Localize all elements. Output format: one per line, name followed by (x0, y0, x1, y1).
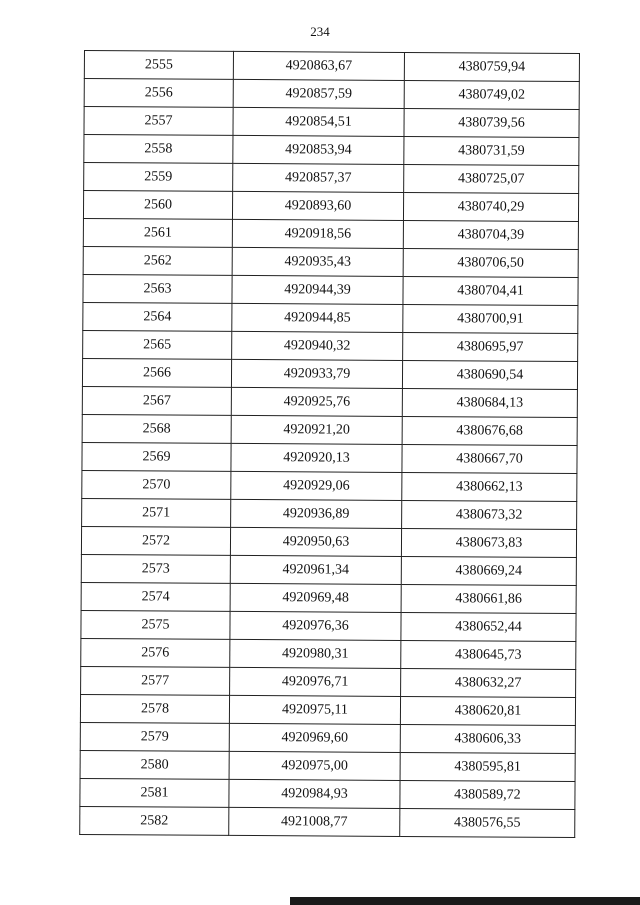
x-coordinate-cell: 4920925,76 (231, 387, 402, 416)
table-row (84, 107, 579, 138)
point-number-cell: 2574 (81, 582, 230, 611)
table-row (83, 302, 578, 333)
point-number-cell: 2581 (80, 778, 229, 807)
table-row (81, 582, 576, 613)
table-row (82, 386, 577, 417)
y-coordinate-cell: 4380690,54 (402, 360, 577, 389)
point-number-cell: 2582 (80, 806, 229, 835)
y-coordinate-cell: 4380759,94 (404, 52, 579, 81)
y-coordinate-cell: 4380673,83 (401, 528, 576, 557)
x-coordinate-cell: 4920857,59 (233, 79, 404, 108)
y-coordinate-cell: 4380673,32 (402, 500, 577, 529)
table-row (83, 330, 578, 361)
table-row (83, 246, 578, 277)
x-coordinate-cell: 4920863,67 (233, 51, 404, 80)
x-coordinate-cell: 4920976,36 (230, 611, 401, 640)
y-coordinate-cell: 4380595,81 (400, 752, 575, 781)
y-coordinate-cell: 4380632,27 (401, 668, 576, 697)
x-coordinate-cell: 4920980,31 (230, 639, 401, 668)
table-row (82, 470, 577, 501)
y-coordinate-cell: 4380589,72 (400, 780, 575, 809)
table-row (83, 218, 578, 249)
y-coordinate-cell: 4380652,44 (401, 612, 576, 641)
table-row (83, 191, 578, 222)
x-coordinate-cell: 4920961,34 (230, 555, 401, 584)
point-number-cell: 2569 (82, 442, 231, 471)
y-coordinate-cell: 4380739,56 (404, 108, 579, 137)
table-row (81, 526, 576, 557)
y-coordinate-cell: 4380576,55 (400, 808, 575, 837)
x-coordinate-cell: 4920918,56 (232, 219, 403, 248)
x-coordinate-cell: 4920969,60 (229, 723, 400, 752)
coordinates-table-body (80, 51, 580, 838)
point-number-cell: 2568 (82, 414, 231, 443)
point-number-cell: 2556 (84, 79, 233, 108)
point-number-cell: 2563 (83, 274, 232, 303)
table-row (84, 135, 579, 166)
x-coordinate-cell: 4920969,48 (230, 583, 401, 612)
y-coordinate-cell: 4380700,91 (403, 304, 578, 333)
point-number-cell: 2580 (80, 750, 229, 779)
y-coordinate-cell: 4380725,07 (404, 164, 579, 193)
point-number-cell: 2570 (82, 470, 231, 499)
y-coordinate-cell: 4380662,13 (402, 472, 577, 501)
point-number-cell: 2564 (83, 302, 232, 331)
table-row (81, 554, 576, 585)
point-number-cell: 2576 (81, 638, 230, 667)
table-row (80, 722, 575, 753)
point-number-cell: 2571 (82, 498, 231, 527)
table-row (80, 694, 575, 725)
x-coordinate-cell: 4920984,93 (229, 779, 400, 808)
table-row (81, 638, 576, 669)
x-coordinate-cell: 4920936,89 (231, 499, 402, 528)
y-coordinate-cell: 4380740,29 (403, 192, 578, 221)
coordinates-table (79, 50, 580, 838)
table-row (82, 358, 577, 389)
table-row (82, 498, 577, 529)
table-row (80, 806, 575, 837)
y-coordinate-cell: 4380620,81 (400, 696, 575, 725)
y-coordinate-cell: 4380704,39 (403, 220, 578, 249)
point-number-cell: 2566 (82, 358, 231, 387)
table-row (81, 610, 576, 641)
y-coordinate-cell: 4380667,70 (402, 444, 577, 473)
point-number-cell: 2572 (81, 526, 230, 555)
y-coordinate-cell: 4380661,86 (401, 584, 576, 613)
point-number-cell: 2567 (82, 386, 231, 415)
point-number-cell: 2562 (83, 246, 232, 275)
x-coordinate-cell: 4920921,20 (231, 415, 402, 444)
point-number-cell: 2558 (84, 135, 233, 164)
y-coordinate-cell: 4380731,59 (404, 136, 579, 165)
point-number-cell: 2573 (81, 554, 230, 583)
table-row (81, 666, 576, 697)
y-coordinate-cell: 4380645,73 (401, 640, 576, 669)
x-coordinate-cell: 4920935,43 (232, 247, 403, 276)
page-number: 234 (310, 24, 330, 39)
table-row (82, 442, 577, 473)
point-number-cell: 2577 (81, 666, 230, 695)
x-coordinate-cell: 4920975,00 (229, 751, 400, 780)
x-coordinate-cell: 4920944,39 (232, 275, 403, 304)
y-coordinate-cell: 4380606,33 (400, 724, 575, 753)
y-coordinate-cell: 4380695,97 (403, 332, 578, 361)
table-row (80, 778, 575, 809)
x-coordinate-cell: 4921008,77 (229, 807, 400, 836)
x-coordinate-cell: 4920976,71 (230, 667, 401, 696)
table-row (84, 79, 579, 110)
table-row (82, 414, 577, 445)
x-coordinate-cell: 4920929,06 (231, 471, 402, 500)
x-coordinate-cell: 4920950,63 (230, 527, 401, 556)
x-coordinate-cell: 4920940,32 (232, 331, 403, 360)
point-number-cell: 2578 (80, 694, 229, 723)
y-coordinate-cell: 4380749,02 (404, 80, 579, 109)
point-number-cell: 2575 (81, 610, 230, 639)
table-row (83, 274, 578, 305)
x-coordinate-cell: 4920975,11 (229, 695, 400, 724)
point-number-cell: 2559 (84, 163, 233, 192)
table-row (84, 51, 579, 82)
table-row (84, 163, 579, 194)
x-coordinate-cell: 4920857,37 (233, 163, 404, 192)
y-coordinate-cell: 4380704,41 (403, 276, 578, 305)
x-coordinate-cell: 4920944,85 (232, 303, 403, 332)
y-coordinate-cell: 4380684,13 (402, 388, 577, 417)
x-coordinate-cell: 4920853,94 (233, 135, 404, 164)
x-coordinate-cell: 4920854,51 (233, 107, 404, 136)
x-coordinate-cell: 4920920,13 (231, 443, 402, 472)
x-coordinate-cell: 4920933,79 (231, 359, 402, 388)
point-number-cell: 2560 (83, 191, 232, 220)
y-coordinate-cell: 4380706,50 (403, 248, 578, 277)
y-coordinate-cell: 4380669,24 (401, 556, 576, 585)
scan-edge-mark (290, 897, 640, 905)
point-number-cell: 2557 (84, 107, 233, 136)
y-coordinate-cell: 4380676,68 (402, 416, 577, 445)
point-number-cell: 2561 (83, 218, 232, 247)
point-number-cell: 2565 (83, 330, 232, 359)
x-coordinate-cell: 4920893,60 (232, 191, 403, 220)
point-number-cell: 2555 (84, 51, 233, 80)
point-number-cell: 2579 (80, 722, 229, 751)
table-row (80, 750, 575, 781)
